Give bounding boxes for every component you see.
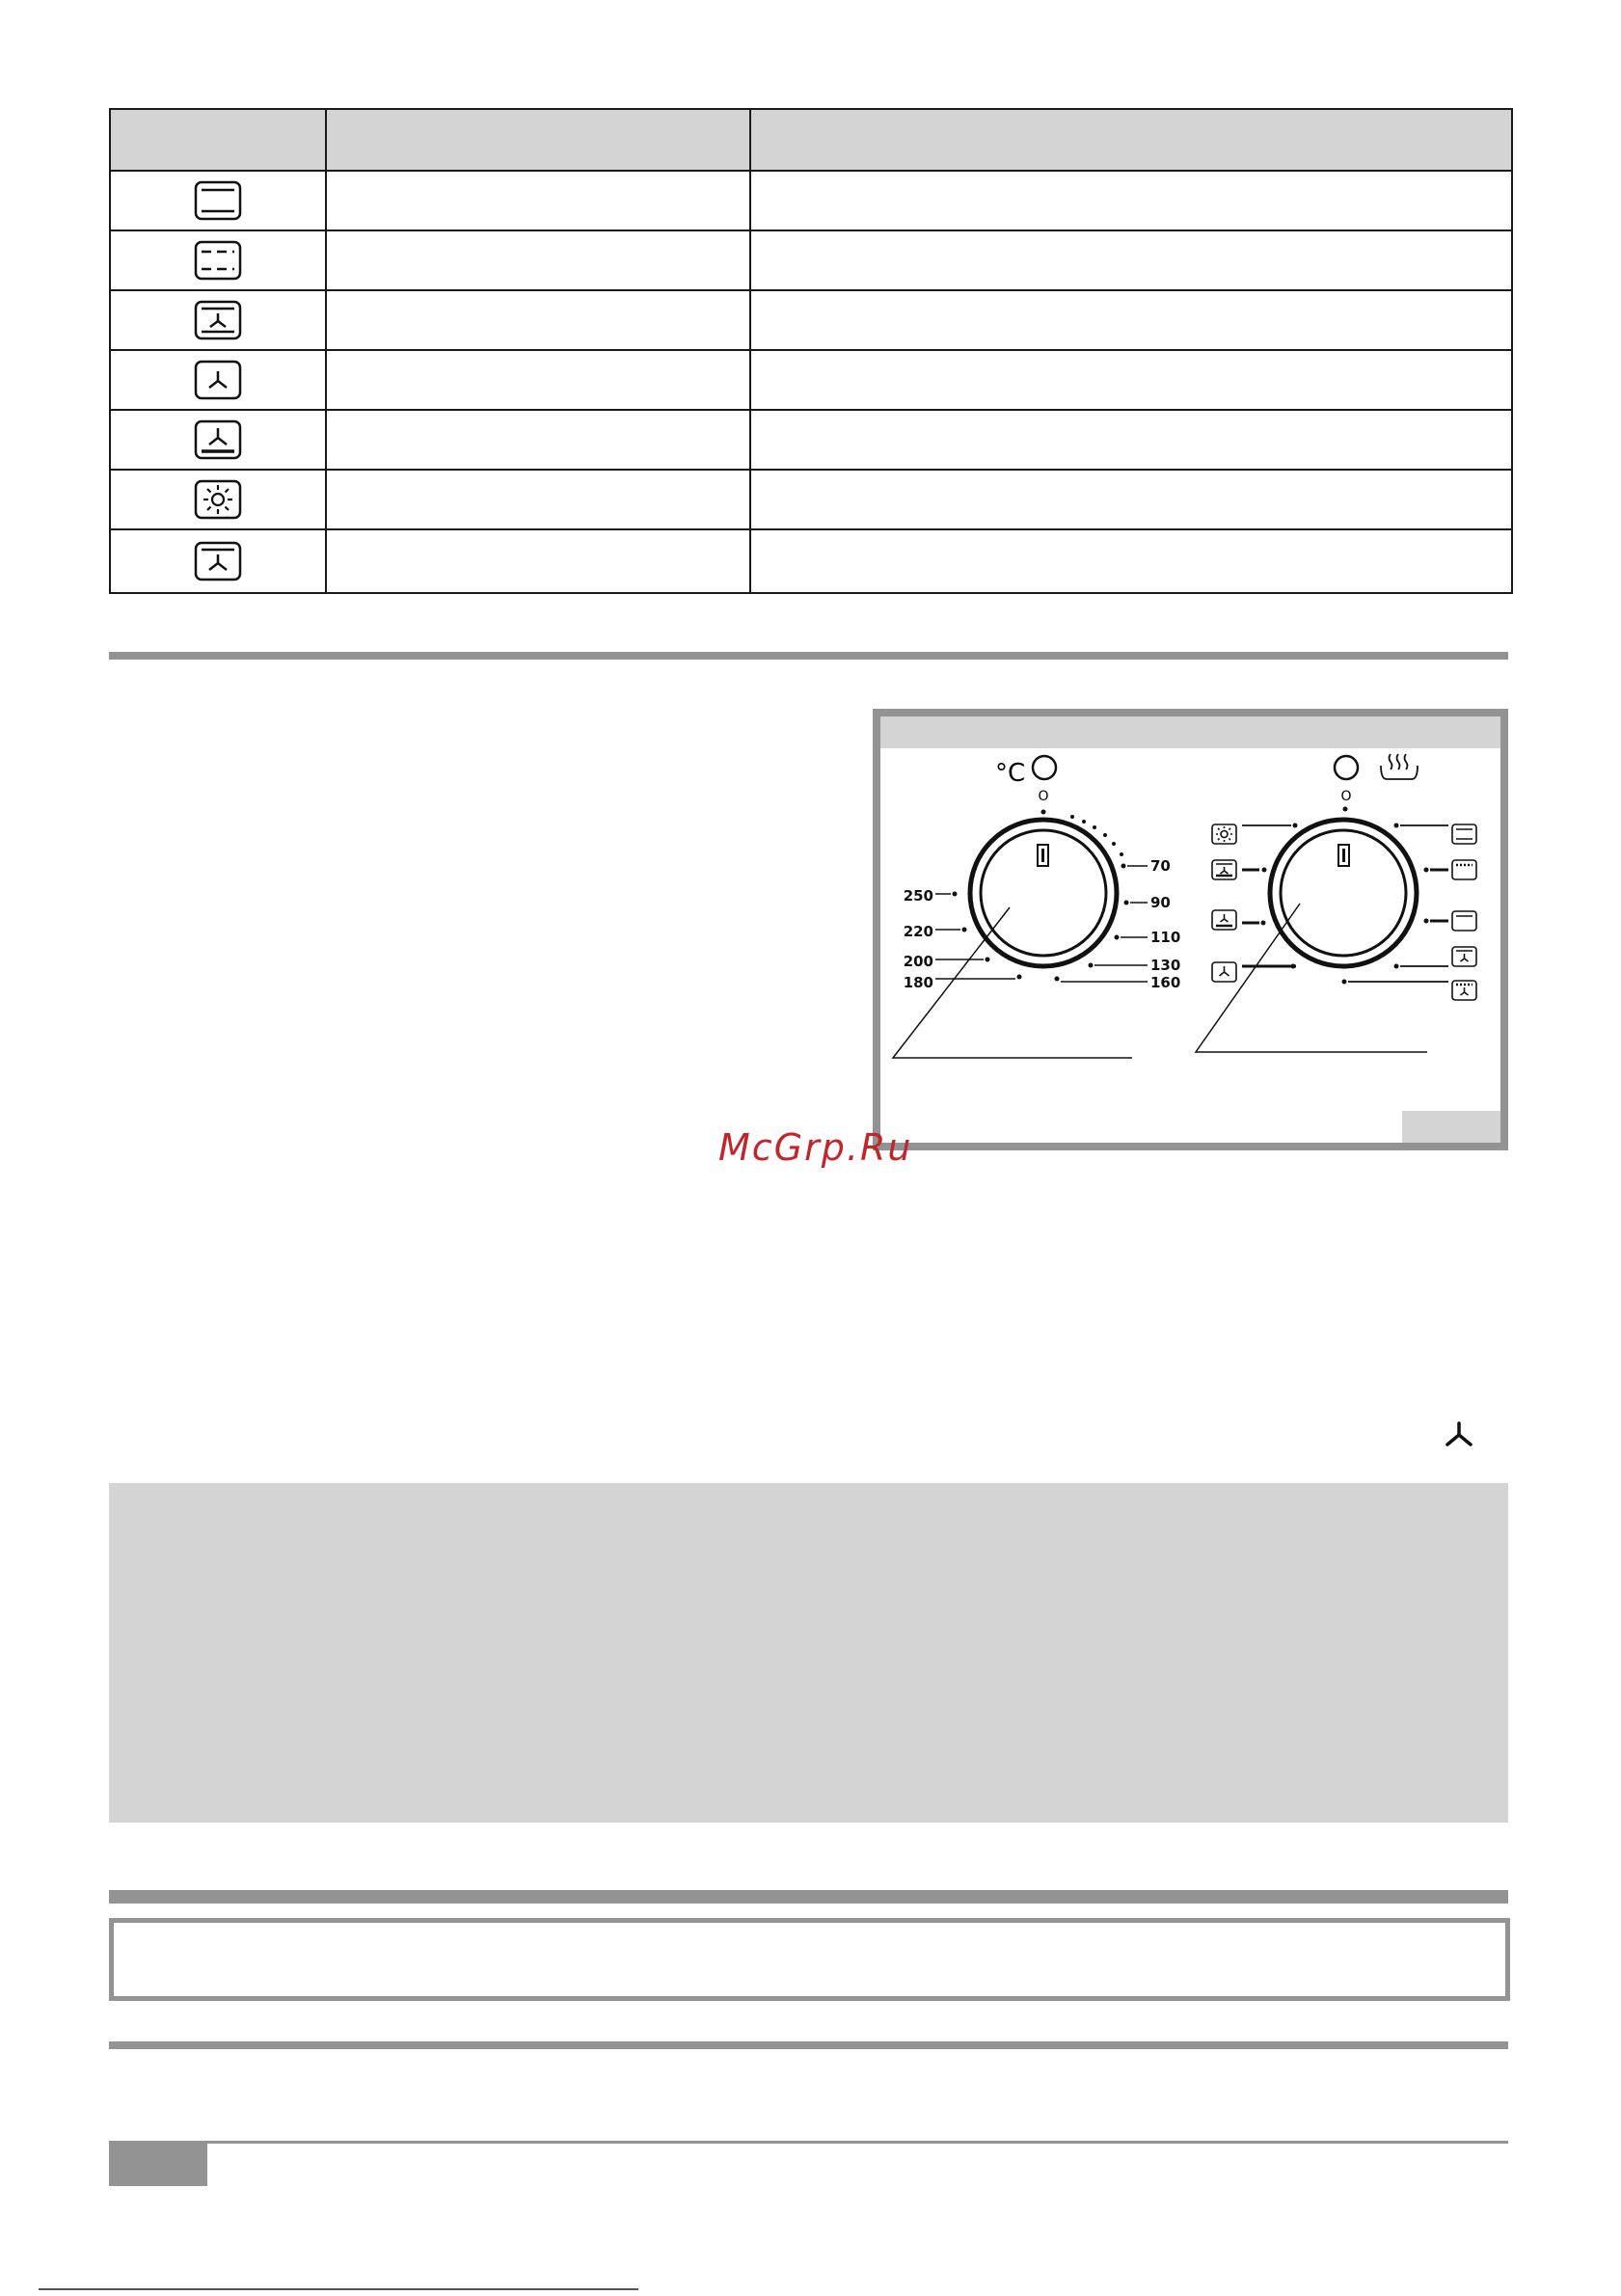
panel-header-bar (880, 716, 1500, 748)
off-label-right: O (1340, 789, 1352, 804)
panel-footer-tag (1402, 1111, 1500, 1143)
temp-label-220: 220 (903, 923, 933, 940)
panel-frame (877, 713, 1504, 1147)
bottom-rule (39, 2288, 638, 2290)
temp-label-90: 90 (1150, 894, 1171, 911)
warning-box (109, 1918, 1510, 2001)
temp-label-160: 160 (1150, 974, 1181, 991)
page-number-tab (109, 2143, 207, 2186)
temp-label-70: 70 (1150, 857, 1171, 875)
note-box (109, 1483, 1508, 1823)
off-label-left: O (1038, 789, 1049, 804)
footer-line (109, 2141, 1508, 2144)
section-divider (109, 1890, 1508, 1904)
watermark: McGrp.Ru (718, 1126, 913, 1169)
temp-label-180: 180 (903, 974, 933, 991)
temperature-unit: °C (995, 759, 1026, 788)
section-divider (109, 2041, 1508, 2049)
temp-label-130: 130 (1150, 957, 1181, 974)
temp-label-110: 110 (1150, 929, 1181, 946)
fan-icon (1443, 1420, 1475, 1449)
temp-label-200: 200 (903, 953, 933, 970)
temp-label-250: 250 (903, 887, 933, 905)
